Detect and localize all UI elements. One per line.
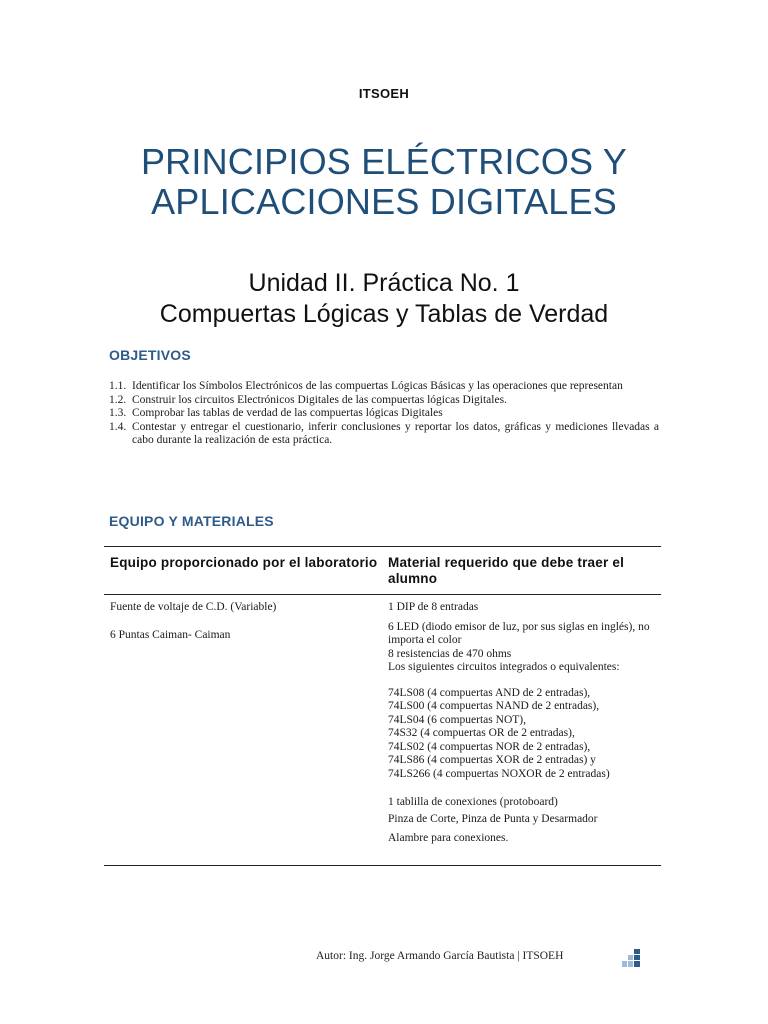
unit-title-line-1: Unidad II. Práctica No. 1 — [248, 269, 520, 297]
list-item: Alambre para conexiones. — [388, 832, 509, 844]
table-header-student: Material requerido que debe traer el alumno — [388, 555, 625, 586]
list-item: 74LS266 (4 compuertas NOXOR de 2 entradas) — [388, 767, 610, 780]
objective-item — [109, 394, 659, 408]
unit-title — [60, 268, 708, 330]
list-item: Pinza de Corte, Pinza de Punta y Desarmador — [388, 812, 598, 825]
list-item: 6 Puntas Caiman- Caiman — [110, 628, 231, 641]
footer-author: Autor: Ing. Jorge Armando García Bautista | ITSOEH — [316, 950, 564, 962]
student-material-cell — [383, 601, 661, 865]
objective-text: Construir los circuitos Electrónicos Digitales de las compuertas lógicas Digitales. — [132, 393, 507, 406]
objective-number: 1.4. — [109, 420, 127, 433]
document-title-line-2: APLICACIONES DIGITALES — [151, 181, 617, 222]
unit-title-line-2: Compuertas Lógicas y Tablas de Verdad — [159, 300, 609, 328]
list-item: 6 LED (diodo emisor de luz, por sus siglas en inglés), no importa el color — [388, 620, 650, 646]
list-item: 74S32 (4 compuertas OR de 2 entradas), — [388, 727, 575, 739]
document-title — [60, 142, 708, 222]
list-item: 74LS08 (4 compuertas AND de 2 entradas), — [388, 686, 591, 699]
objectives-list — [109, 380, 659, 448]
objective-item — [109, 380, 659, 394]
lab-equipment-cell — [104, 601, 383, 865]
list-item: Los siguientes circuitos integrados o equivalentes: — [388, 661, 620, 673]
list-item: 74LS00 (4 compuertas NAND de 2 entradas), — [388, 700, 600, 712]
list-item: 74LS02 (4 compuertas NOR de 2 entradas), — [388, 740, 591, 753]
table-body-row — [104, 595, 661, 865]
objectives-heading: OBJETIVOS — [109, 347, 191, 363]
squares-logo-icon — [622, 949, 640, 967]
equipment-heading: EQUIPO Y MATERIALES — [109, 513, 274, 529]
list-item: 74LS86 (4 compuertas XOR de 2 entradas) y — [388, 754, 596, 766]
document-title-line-1: PRINCIPIOS ELÉCTRICOS Y — [140, 141, 628, 182]
objective-item — [109, 421, 659, 448]
table-header-lab: Equipo proporcionado por el laboratorio — [110, 555, 378, 570]
list-item: 1 DIP de 8 entradas — [388, 601, 479, 613]
objective-number: 1.2. — [109, 393, 127, 406]
objective-text: Identificar los Símbolos Electrónicos de las compuertas Lógicas Básicas y las operaciones que representan — [132, 380, 623, 392]
list-item: 74LS04 (6 compuertas NOT), — [388, 713, 526, 726]
list-item: 1 tablilla de conexiones (protoboard) — [388, 796, 558, 808]
institution-name: ITSOEH — [358, 86, 410, 101]
table-header-row — [104, 547, 661, 595]
objective-number: 1.3. — [109, 407, 127, 419]
objective-text: Comprobar las tablas de verdad de las compuertas lógicas Digitales — [132, 407, 443, 419]
materials-table — [104, 546, 661, 866]
list-item: Fuente de voltaje de C.D. (Variable) — [110, 601, 277, 613]
objective-text: Contestar y entregar el cuestionario, inferir conclusiones y reportar los datos, gráficas y mediciones llevadas a cabo durante la realización de esta práctica. — [132, 420, 659, 446]
list-item: 8 resistencias de 470 ohms — [388, 647, 512, 660]
objective-number: 1.1. — [109, 380, 127, 392]
objective-item — [109, 407, 659, 421]
